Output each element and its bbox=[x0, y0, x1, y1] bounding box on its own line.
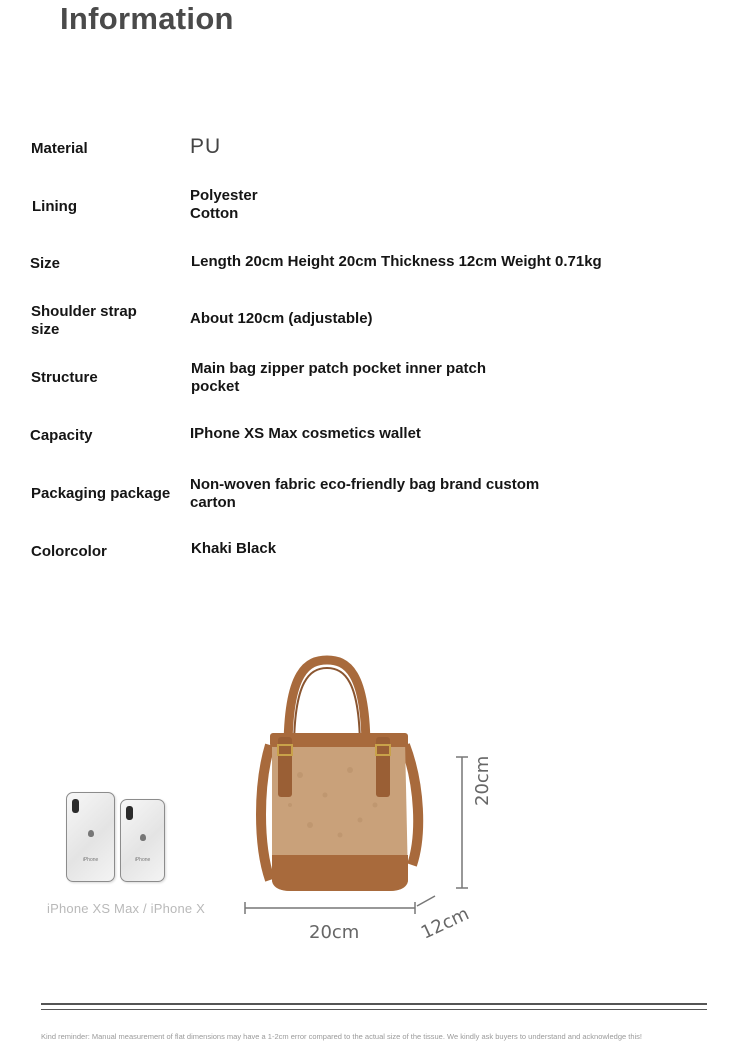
apple-logo-icon bbox=[88, 830, 94, 837]
apple-logo-icon bbox=[140, 834, 146, 841]
spec-value: About 120cm (adjustable) bbox=[190, 310, 373, 327]
bag-bottom-band bbox=[272, 855, 408, 891]
spec-label: Size bbox=[30, 255, 61, 272]
spec-label: Capacity bbox=[30, 427, 93, 444]
spec-value-line: Main bag zipper patch pocket inner patch bbox=[191, 360, 487, 377]
spec-label: Colorcolor bbox=[31, 543, 107, 560]
spec-value: Length 20cm Height 20cm Thickness 12cm Weight 0.71kg bbox=[191, 253, 602, 270]
spec-value-line: Polyester bbox=[190, 187, 258, 204]
depth-dimension-label: 12cm bbox=[417, 903, 473, 944]
spec-value-line: Cotton bbox=[190, 205, 239, 222]
page-title: Information bbox=[60, 1, 234, 36]
spec-label: Packaging package bbox=[31, 485, 171, 502]
shoulder-strap bbox=[261, 745, 270, 880]
spec-label: Structure bbox=[31, 369, 98, 386]
phone-brand-text: iPhone bbox=[134, 857, 151, 863]
depth-dimension-line bbox=[417, 896, 435, 906]
footer-divider bbox=[41, 1003, 707, 1005]
phone-caption: iPhone XS Max / iPhone X bbox=[47, 901, 206, 916]
spec-label-line: size bbox=[31, 321, 60, 338]
spec-value-line: Non-woven fabric eco-friendly bag brand custom bbox=[190, 476, 540, 493]
iphone-x-image bbox=[120, 799, 165, 882]
footer-divider bbox=[41, 1009, 707, 1010]
bucket-bag-image bbox=[230, 655, 480, 925]
footer-note: Kind reminder: Manual measurement of flat dimensions may have a 1-2cm error compared to the actual size of the tissue. We kindly ask buyers to understand and acknowledge this! bbox=[41, 1032, 642, 1041]
phone-comparison-image bbox=[60, 788, 170, 888]
height-dimension-label: 20cm bbox=[472, 755, 493, 806]
camera-lens-icon bbox=[72, 799, 79, 813]
spec-value-line: pocket bbox=[191, 378, 240, 395]
spec-value: IPhone XS Max cosmetics wallet bbox=[190, 425, 421, 442]
spec-label: Material bbox=[31, 140, 88, 157]
iphone-xs-max-image bbox=[66, 792, 115, 882]
spec-label: Lining bbox=[32, 198, 77, 215]
camera-lens-icon bbox=[126, 806, 133, 820]
width-dimension-label: 20cm bbox=[309, 922, 360, 943]
phone-brand-text: iPhone bbox=[82, 857, 99, 863]
spec-value-line: carton bbox=[190, 494, 236, 511]
spec-value: Khaki Black bbox=[191, 540, 277, 557]
spec-value: PU bbox=[190, 135, 222, 158]
spec-label-line: Shoulder strap bbox=[31, 303, 137, 320]
